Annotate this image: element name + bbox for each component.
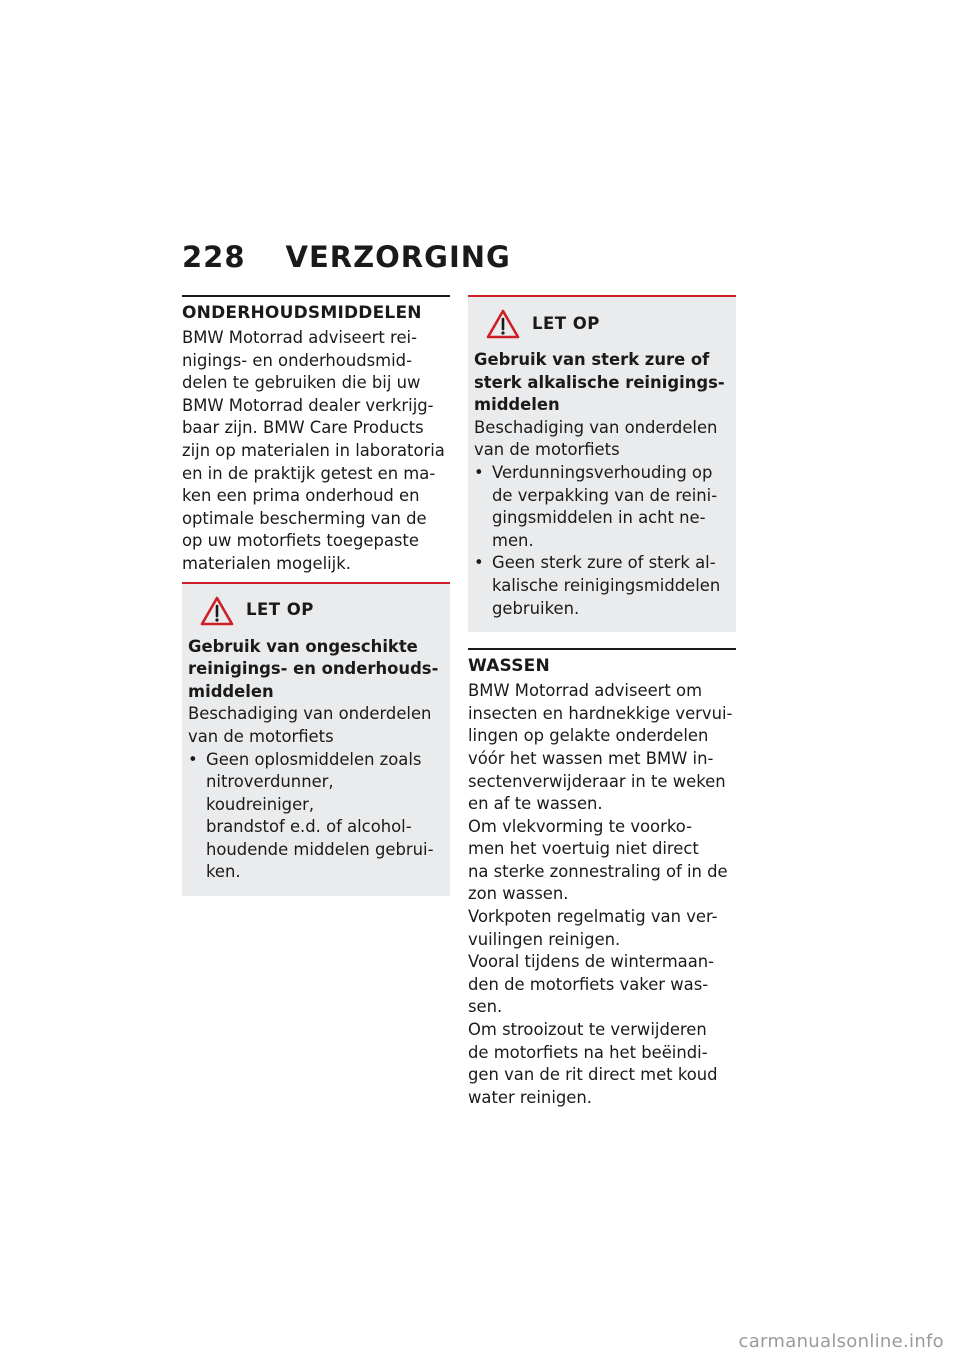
notice-title: LET OP (246, 600, 314, 620)
text-line: Vooral tijdens de wintermaan- (468, 952, 715, 972)
text-line: vuilingen reinigen. (468, 929, 621, 949)
bullet-item (474, 552, 730, 620)
text-line: • Geen sterk zure of sterk al- (492, 553, 716, 573)
text-line: sectenverwijderaar in te weken (468, 771, 726, 791)
left-column (182, 295, 450, 896)
text-line: BMW Motorrad adviseert rei- (182, 328, 417, 347)
page-number: 228 (182, 240, 246, 274)
warning-triangle-icon (486, 309, 520, 339)
text-line: nigings- en onderhoudsmid- (182, 350, 412, 370)
text-line: Gebruik van ongeschikte (188, 636, 418, 656)
text-line: ken. (206, 862, 241, 882)
notice-box-left (182, 582, 450, 897)
section-body (468, 680, 736, 1109)
text-line: brandstof e.d. of alcohol- (206, 817, 412, 837)
paragraph (468, 951, 736, 1019)
notice-consequence (474, 417, 730, 462)
text-line: van de motorfiets (474, 440, 620, 460)
text-line: de motorfiets na het beëindi- (468, 1042, 708, 1062)
section-body (182, 327, 450, 576)
chapter-title: VERZORGING (285, 240, 511, 274)
text-line: kalische reinigingsmiddelen (492, 575, 721, 595)
section-wassen (468, 648, 736, 1109)
notice-box-right (468, 295, 736, 632)
section-title: WASSEN (468, 656, 550, 677)
text-line: water reinigen. (468, 1087, 592, 1107)
text-line: materialen mogelijk. (182, 553, 351, 573)
text-line: zijn op materialen in laboratoria (182, 440, 445, 460)
text-line: baar zijn. BMW Care Products (182, 418, 424, 438)
notice-header (188, 596, 444, 626)
text-line: op uw motorfiets toegepaste (182, 531, 419, 551)
section-onderhoudsmiddelen (182, 295, 450, 576)
text-line: reinigings- en onderhouds- (188, 659, 439, 679)
text-line: sterk alkalische reinigings- (474, 372, 725, 392)
text-line: na sterke zonnestraling of in de (468, 861, 728, 881)
text-line: Gebruik van sterk zure of (474, 350, 710, 369)
text-line: van de motorfiets (188, 726, 334, 746)
notice-title: LET OP (532, 313, 600, 333)
text-line: men. (492, 530, 534, 550)
bullet-item (188, 749, 444, 885)
notice-bullets (188, 749, 444, 885)
notice-bullets (474, 462, 730, 620)
paragraph (468, 906, 736, 951)
right-column (468, 295, 736, 1109)
text-line: nitroverdunner, koudreiniger, (206, 772, 334, 814)
text-line: zon wassen. (468, 884, 569, 904)
text-line: den de motorfiets vaker was- (468, 974, 709, 994)
text-line: sen. (468, 997, 503, 1017)
notice-subject (474, 349, 730, 417)
text-line: gen van de rit direct met koud (468, 1065, 718, 1085)
text-line: insecten en hardnekkige vervui- (468, 703, 733, 723)
text-line: Om vlekvorming te voorko- (468, 816, 692, 836)
notice-subject (188, 636, 444, 704)
bullet-item (474, 462, 730, 552)
text-line: gebruiken. (492, 598, 580, 618)
paragraph (468, 816, 736, 906)
text-line: gingsmiddelen in acht ne- (492, 508, 706, 528)
text-line: houdende middelen gebrui- (206, 839, 434, 859)
text-line: optimale bescherming van de (182, 508, 427, 528)
section-title: ONDERHOUDSMIDDELEN (182, 303, 422, 323)
text-line: ken een prima onderhoud en (182, 486, 420, 506)
text-line: middelen (188, 681, 274, 701)
text-line: en in de praktijk getest en ma- (182, 463, 436, 483)
text-line: BMW Motorrad adviseert om (468, 681, 703, 701)
text-line: Beschadiging van onderdelen (188, 704, 432, 724)
text-line: vóór het wassen met BMW in- (468, 748, 714, 768)
text-line: Om strooizout te verwijderen (468, 1020, 707, 1040)
text-line: de verpakking van de reini- (492, 485, 718, 505)
text-line: Beschadiging van onderdelen (474, 417, 718, 437)
text-line: men het voertuig niet direct (468, 839, 699, 859)
text-line: • Geen oplosmiddelen zoals (206, 749, 422, 769)
warning-triangle-icon (200, 596, 234, 626)
text-line: delen te gebruiken die bij uw (182, 373, 421, 393)
text-line: en af te wassen. (468, 794, 603, 814)
page-header (182, 240, 511, 274)
text-line: middelen (474, 395, 560, 415)
watermark: carmanualsonline.info (738, 1331, 944, 1352)
text-line: lingen op gelakte onderdelen (468, 726, 709, 746)
notice-consequence (188, 703, 444, 748)
paragraph (468, 1019, 736, 1109)
text-line: Vorkpoten regelmatig van ver- (468, 907, 718, 927)
text-line: • Verdunningsverhouding op (492, 462, 713, 482)
notice-header (474, 309, 730, 339)
text-line: BMW Motorrad dealer verkrijg- (182, 395, 434, 415)
paragraph (468, 680, 736, 816)
